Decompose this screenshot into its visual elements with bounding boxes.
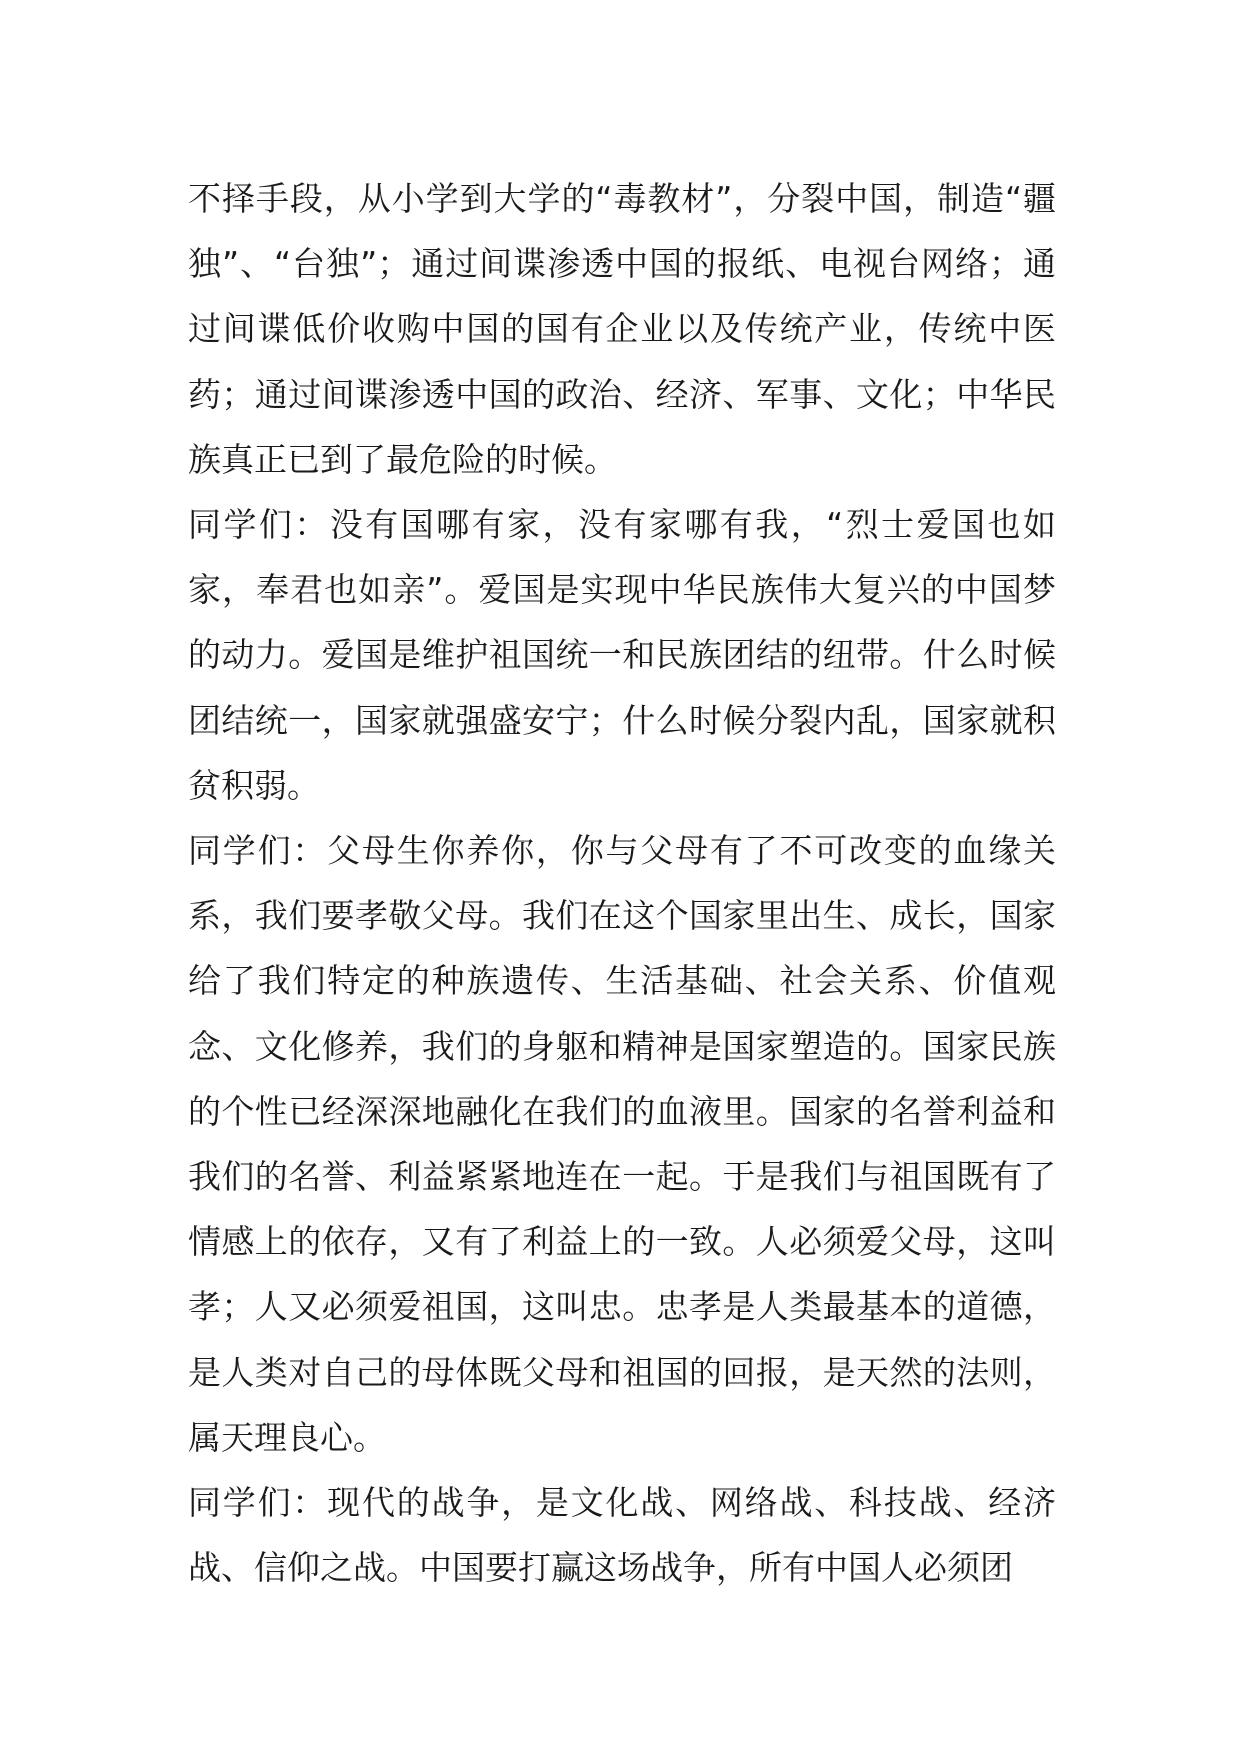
document-body	[188, 166, 1056, 1600]
paragraph-4: 同学们：现代的战争，是文化战、网络战、科技战、经济战、信仰之战。中国要打赢这场战争，所有中国人必须团	[188, 1483, 1056, 1588]
paragraph-3: 同学们：父母生你养你，你与父母有了不可改变的血缘关系，我们要孝敬父母。我们在这个国家里出生、成长，国家给了我们特定的种族遗传、生活基础、社会关系、价值观念、文化修养，我们的身躯和精神是国家塑造的。国家民族的个性已经深深地融化在我们的血液里。国家的名誉利益和我们的名誉、利益紧紧地连在一起。于是我们与祖国既有了情感上的依存，又有了利益上的一致。人必须爱父母，这叫孝；人又必须爱祖国，这叫忠。忠孝是人类最基本的道德，是人类对自己的母体既父母和祖国的回报，是天然的法则，属天理良心。	[188, 831, 1056, 1457]
paragraph-1: 不择手段，从小学到大学的“毒教材”，分裂中国，制造“疆独”、“台独”；通过间谍渗透中国的报纸、电视台网络；通过间谍低价收购中国的国有企业以及传统产业，传统中医药；通过间谍渗透中国的政治、经济、军事、文化；中华民族真正已到了最危险的时候。	[188, 179, 1056, 479]
paragraph-2: 同学们：没有国哪有家，没有家哪有我，“烈士爱国也如家，奉君也如亲”。爱国是实现中华民族伟大复兴的中国梦的动力。爱国是维护祖国统一和民族团结的纽带。什么时候团结统一，国家就强盛安宁；什么时候分裂内乱，国家就积贫积弱。	[188, 505, 1056, 805]
